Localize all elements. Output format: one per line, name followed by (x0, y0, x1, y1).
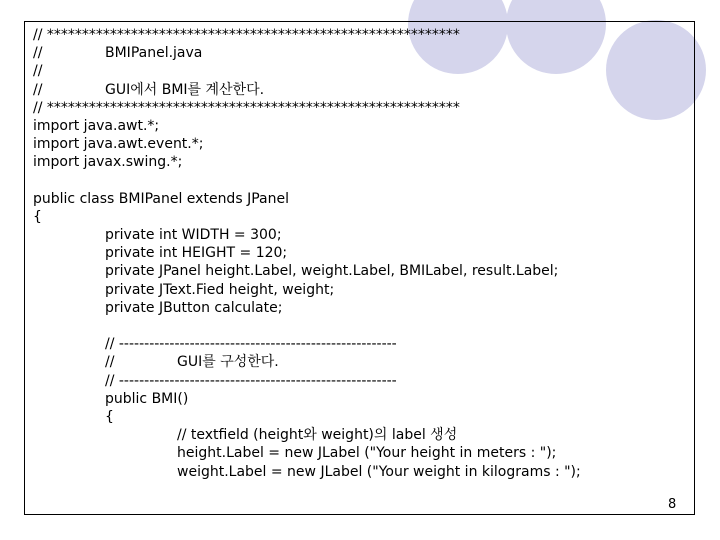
code-text: weight.Label = new JLabel ("Your weight in kilograms : "); (177, 463, 581, 480)
code-text: private JText.Fied height, weight; (105, 281, 335, 298)
code-text: public class BMIPanel extends JPanel (33, 190, 289, 207)
code-text: private JPanel height.Label, weight.Label, BMILabel, result.Label; (105, 263, 559, 280)
code-text: import javax.swing.*; (33, 154, 183, 171)
code-text: // textfield (height와 weight)의 label 생성 (177, 427, 458, 444)
code-text: // *********************************************************** (33, 27, 460, 43)
code-text: public BMI() (105, 390, 189, 407)
code-text: private JButton calculate; (105, 299, 283, 316)
code-comment-text: BMIPanel.java (105, 45, 203, 62)
code-comment-text: GUI를 구성한다. (177, 354, 279, 371)
code-text: // (33, 45, 43, 62)
code-text: // (33, 81, 43, 98)
code-text: import java.awt.*; (33, 117, 160, 134)
code-text: // ------------------------------------------------------- (105, 372, 397, 389)
code-text: // *********************************************************** (33, 99, 460, 116)
code-text: { (105, 408, 114, 425)
code-text: height.Label = new JLabel ("Your height in meters : "); (177, 445, 557, 462)
code-text: import java.awt.event.*; (33, 136, 204, 153)
code-comment-text: GUI에서 BMI를 계산한다. (105, 81, 265, 98)
code-text: { (33, 208, 42, 225)
code-text: private int HEIGHT = 120; (105, 245, 288, 262)
code-text: // (105, 354, 115, 371)
code-text: // (33, 63, 43, 80)
code-text: private int WIDTH = 300; (105, 227, 282, 244)
page-number: 8 (668, 497, 677, 512)
code-text: // ------------------------------------------------------- (105, 336, 397, 353)
